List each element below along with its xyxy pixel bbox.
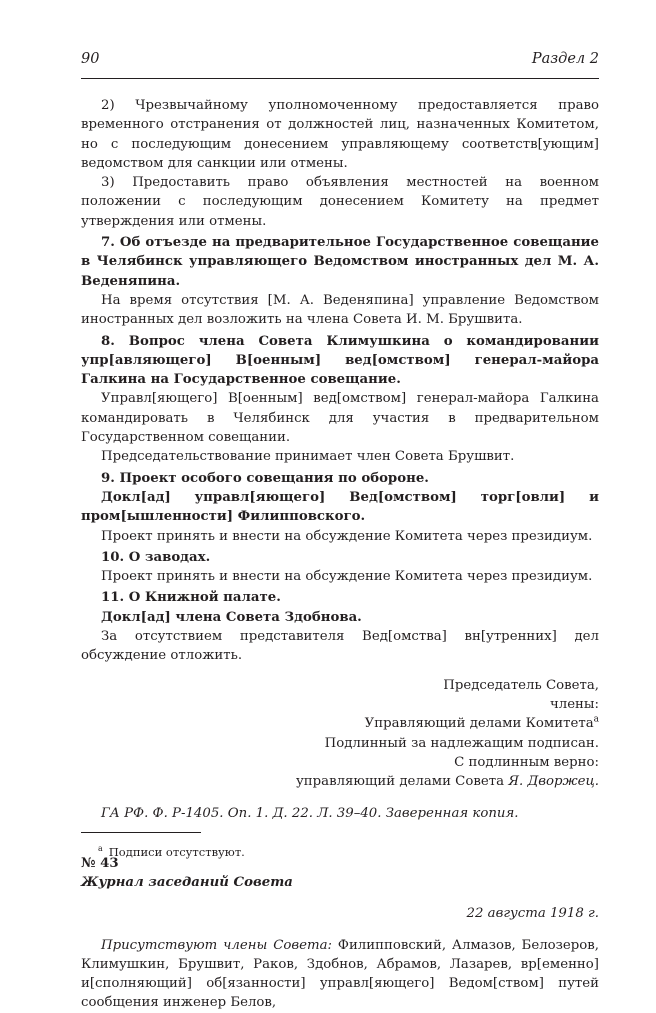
document-title: Журнал заседаний Совета <box>81 874 293 890</box>
attendance-paragraph <box>81 936 599 1013</box>
footnote <box>98 845 245 860</box>
signature-secretary-role: управляющий делами Совета <box>295 774 505 790</box>
footnote-rule <box>81 832 201 833</box>
document-date: 22 августа 1918 г. <box>466 906 599 922</box>
signature-signed: Подлинный за надлежащим подписан. <box>324 735 599 751</box>
page-number: 90 <box>81 51 100 67</box>
signature-members: члены: <box>549 696 599 712</box>
document-number: № 43 <box>81 855 119 871</box>
signature-manager-text: Управляющий делами Комитета <box>364 716 594 732</box>
item-10-title: 10. О заводах. <box>101 549 211 565</box>
footnote-text: Подписи отсутствуют. <box>108 845 245 859</box>
item-9-title: 9. Проект особого совещания по обороне. <box>101 470 429 486</box>
item-8-title: 8. Вопрос члена Совета Климушкина о командировании упр[авляющего] В[оенным] вед[омством] генерал-майора Галкина на Государственное совещание. <box>81 333 599 388</box>
item-7-title: 7. Об отъезде на предварительное Государственное совещание в Челябинск управляющего Ведомством иностранных дел М. А. Веденяпина. <box>81 235 599 289</box>
footnote-ref-mark: а <box>593 714 599 725</box>
item-11-text: За отсутствием представителя Вед[омства] вн[утренних] дел обсуждение отложить. <box>81 629 599 664</box>
paragraph-2: 2) Чрезвычайному уполномоченному предоставляется право временного отстранения от должностей лиц, назначенных Комитетом, но с последующим донесением управляющему соответств[ующим] ведомством для санкции или отмены. <box>81 98 599 171</box>
signature-chairman: Председатель Совета, <box>443 677 599 693</box>
item-9-text: Проект принять и внести на обсуждение Комитета через президиум. <box>101 528 593 544</box>
section-title: Раздел 2 <box>531 51 599 67</box>
footnote-mark: а <box>98 844 103 854</box>
signature-secretary-name: Я. Дворжец. <box>508 774 599 790</box>
item-11-title: 11. О Книжной палате. <box>101 590 281 606</box>
header-rule <box>81 78 599 79</box>
item-10-text: Проект принять и внести на обсуждение Комитета через президиум. <box>101 569 593 585</box>
item-8-chair: Председательствование принимает член Совета Брушвит. <box>101 449 515 465</box>
signature-manager <box>81 714 599 733</box>
item-9-report: Докл[ад] управл[яющего] Вед[омством] торг[овли] и пром[ышленности] Филипповского. <box>81 489 599 525</box>
signature-certified: С подлинным верно: <box>454 754 599 770</box>
item-8-text: Управл[яющего] В[оенным] вед[омством] генерал-майора Галкина командировать в Челябинск для участия в предварительном Государственном совещании. <box>81 391 599 446</box>
item-11-report: Докл[ад] члена Совета Здобнова. <box>101 609 362 625</box>
paragraph-3: 3) Предоставить право объявления местностей на военном положении с последующим донесением Комитету на предмет утверждения или отмены. <box>81 175 599 229</box>
page-header <box>81 51 599 73</box>
signature-secretary <box>81 772 599 791</box>
item-7-text: На время отсутствия [М. А. Веденяпина] управление Ведомством иностранных дел возложить на члена Совета И. М. Брушвита. <box>81 292 599 328</box>
archive-source: ГА РФ. Ф. Р-1405. Оп. 1. Д. 22. Л. 39–40. Заверенная копия. <box>101 806 519 822</box>
attendance-list: Филипповский, Алмазов, Белозеров, Климушкин, Брушвит, Раков, Здобнов, Абрамов, Лазарев, вр[еменно] и[сполняющий] об[язанности] управл[яющего] Ведом[ством] путей сообщения инженер Белов, <box>81 937 599 1011</box>
attendance-label: Присутствуют члены Совета: <box>101 937 333 953</box>
page-body <box>81 96 599 1013</box>
